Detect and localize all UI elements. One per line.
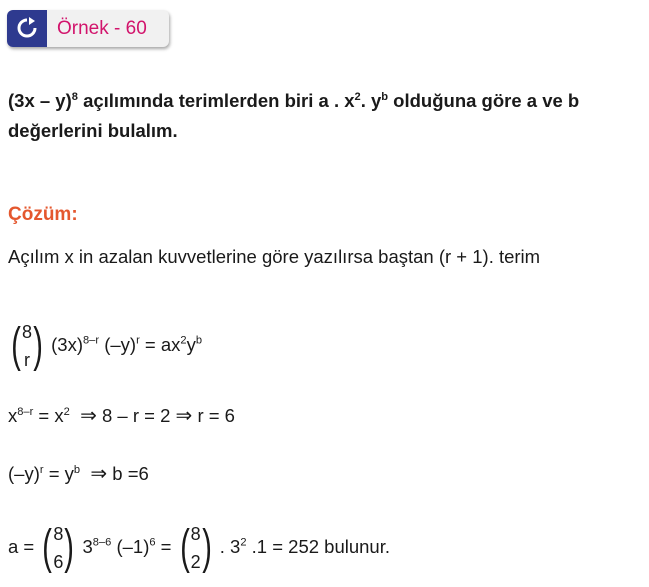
binomial-8-6: ( 8 6 ) bbox=[42, 521, 75, 574]
binomial-8-2: ( 8 2 ) bbox=[179, 521, 212, 574]
question-text: (3x – y)$^8$ açılımında terimlerden biri a . $x^2$. $y^b$ olduğuna göre a ve b değerlerini bulalım. bbox=[8, 90, 580, 141]
example-badge bbox=[7, 10, 169, 47]
implies-arrow: ⇒ bbox=[175, 405, 193, 427]
equation-x-exponent: $x^{8-r} = x^2$ ⇒ 8 – r = 2 ⇒ r = 6 bbox=[8, 405, 235, 427]
implies-arrow: ⇒ bbox=[80, 405, 97, 427]
implies-arrow: ⇒ bbox=[90, 463, 108, 485]
solution-heading: Çözüm: bbox=[8, 204, 78, 225]
example-label: Örnek - 60 bbox=[57, 18, 147, 39]
equation-a-value: a = ( 8 6 ) 3$^{8-6}$ $(-1)^6$ = ( 8 2 ) . $3^2$ .1 = 252 bulunur. bbox=[8, 521, 390, 574]
solution-intro: Açılım x in azalan kuvvetlerine göre yazılırsa baştan (r + 1). terim bbox=[8, 246, 541, 267]
equation-general-term: ( 8 r ) $(3x)^{8-r}$ $(-y)^r = ax^2y^b$ bbox=[8, 318, 202, 374]
refresh-icon bbox=[7, 10, 47, 47]
equation-y-exponent: $(-y)^r = y^b$ ⇒ b =6 bbox=[8, 463, 149, 485]
binomial-8-r: ( 8 r ) bbox=[11, 319, 43, 372]
